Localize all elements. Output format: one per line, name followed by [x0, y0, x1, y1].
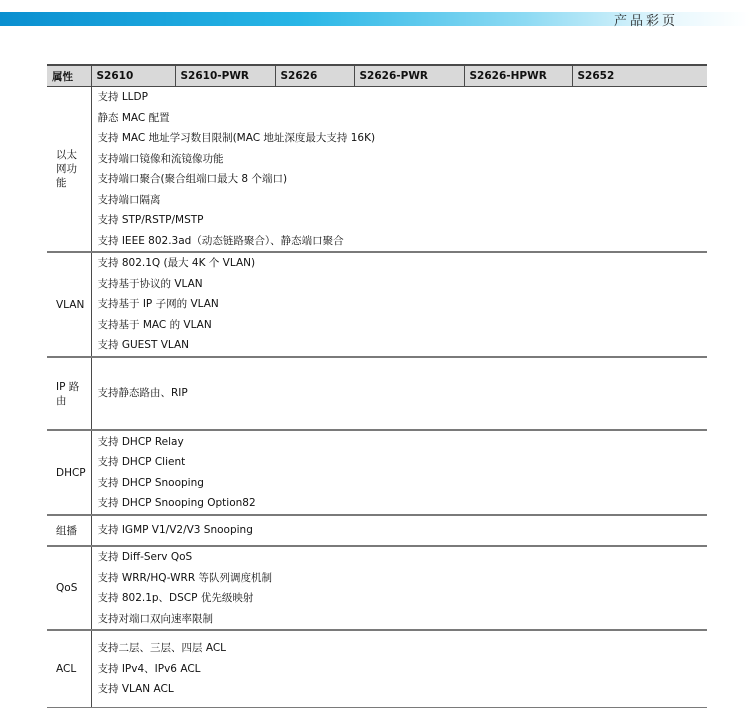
category-cell — [47, 515, 91, 546]
category-label: 组播 — [56, 524, 77, 537]
feature-item: 支持基于协议的 VLAN — [97, 277, 203, 290]
feature-item: 支持 WRR/HQ-WRR 等队列调度机制 — [97, 571, 272, 584]
category-cell — [47, 357, 91, 430]
feature-item: 静态 MAC 配置 — [97, 111, 170, 124]
feature-group-row — [47, 87, 707, 253]
feature-group-row — [47, 630, 707, 707]
category-cell — [47, 630, 91, 707]
feature-item: 支持基于 MAC 的 VLAN — [97, 318, 212, 331]
category-label: VLAN — [56, 298, 85, 311]
feature-item: 支持基于 IP 子网的 VLAN — [97, 298, 219, 311]
feature-group-row — [47, 430, 707, 515]
category-label: ACL — [56, 662, 77, 675]
feature-list-cell — [91, 546, 707, 630]
feature-list-cell — [91, 630, 707, 707]
feature-item: 支持 Diff-Serv QoS — [97, 551, 193, 563]
category-label: 以太 网功 能 — [56, 149, 77, 189]
feature-item: 支持 STP/RSTP/MSTP — [97, 214, 204, 226]
column-header-model: S2652 — [572, 65, 707, 87]
table-header-row — [47, 65, 707, 87]
category-label: IP 路 由 — [56, 380, 80, 407]
feature-item: 支持 DHCP Relay — [97, 435, 184, 448]
feature-item: 支持端口隔离 — [97, 193, 161, 206]
feature-item: 支持 IPv4、IPv6 ACL — [97, 662, 201, 675]
feature-item: 支持 802.1Q (最大 4K 个 VLAN) — [97, 257, 256, 270]
feature-item: 支持端口镜像和流镜像功能 — [97, 152, 224, 165]
feature-list-cell — [91, 252, 707, 357]
feature-item: 支持 IEEE 802.3ad（动态链路聚合）、静态端口聚合 — [97, 234, 344, 247]
feature-item: 支持端口聚合(聚合组端口最大 8 个端口) — [97, 173, 288, 185]
feature-list-cell — [91, 515, 707, 546]
column-header-model: S2626-PWR — [354, 65, 464, 87]
feature-item: 支持二层、三层、四层 ACL — [97, 642, 227, 654]
feature-group-row — [47, 546, 707, 630]
column-header-model: S2626 — [275, 65, 354, 87]
category-cell — [47, 430, 91, 515]
feature-list-cell — [91, 430, 707, 515]
column-header-model: S2610 — [91, 65, 175, 87]
category-cell — [47, 252, 91, 357]
feature-item: 支持 IGMP V1/V2/V3 Snooping — [97, 524, 253, 537]
feature-item: 支持 GUEST VLAN — [97, 339, 190, 352]
feature-item: 支持 LLDP — [97, 91, 148, 103]
category-label: QoS — [56, 582, 78, 594]
feature-list-cell — [91, 87, 707, 253]
feature-group-row — [47, 252, 707, 357]
feature-item: 支持 DHCP Client — [97, 456, 186, 468]
category-label: DHCP — [56, 466, 86, 479]
column-header-attribute: 属性 — [47, 65, 91, 87]
feature-item: 支持对端口双向速率限制 — [97, 612, 213, 625]
feature-item: 支持 802.1p、DSCP 优先级映射 — [97, 592, 254, 604]
feature-item: 支持 DHCP Snooping Option82 — [97, 497, 256, 509]
column-header-model: S2626-HPWR — [464, 65, 572, 87]
feature-item: 支持静态路由、RIP — [97, 387, 188, 400]
feature-item: 支持 VLAN ACL — [97, 683, 174, 695]
category-cell — [47, 546, 91, 630]
feature-group-row — [47, 357, 707, 430]
column-header-model: S2610-PWR — [175, 65, 275, 87]
feature-list-cell — [91, 357, 707, 430]
feature-item: 支持 MAC 地址学习数目限制(MAC 地址深度最大支持 16K) — [97, 132, 376, 144]
feature-group-row — [47, 515, 707, 546]
category-cell — [47, 87, 91, 253]
feature-item: 支持 DHCP Snooping — [97, 476, 204, 489]
brochure-title: 产品彩页 — [614, 14, 679, 29]
spec-table — [47, 64, 707, 708]
